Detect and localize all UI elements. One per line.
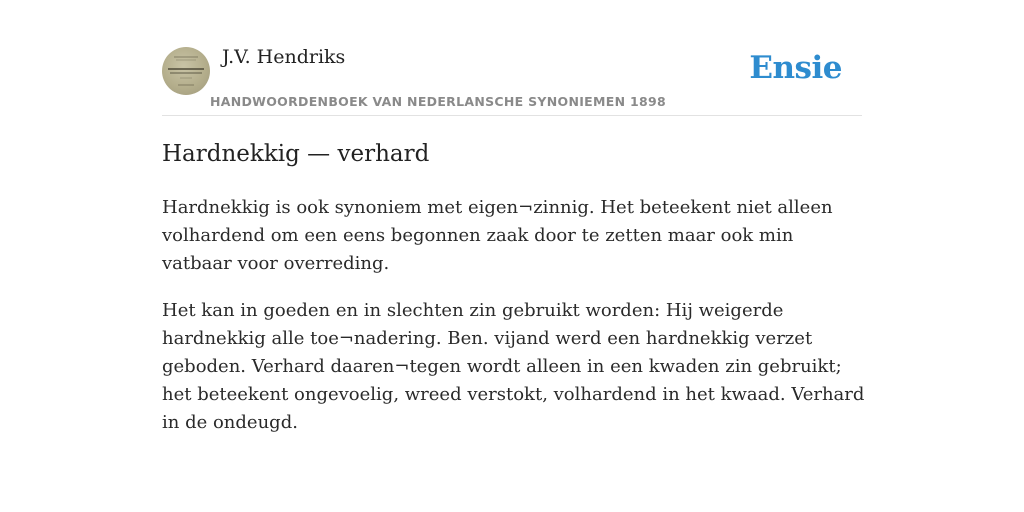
header <box>162 0 862 116</box>
entry-paragraph-2: Het kan in goeden en in slechten zin gebruikt worden: Hij weigerde hardnekkig alle toe¬nadering. Ben. vijand werd een hardnekkig verzet geboden. Verhard daaren¬tegen wordt alleen in een kwaden zin gebruikt; het beteekent ongevoelig, wreed verstokt, volhardend in het kwaad. Verhard in de ondeugd. <box>162 300 865 433</box>
ensie-logo[interactable]: Ensie <box>749 50 842 86</box>
book-title[interactable]: HANDWOORDENBOEK VAN NEDERLANSCHE SYNONIEMEN 1898 <box>210 94 667 109</box>
author-name[interactable]: J.V. Hendriks <box>222 46 346 68</box>
entry-content <box>162 138 866 456</box>
book-cover-thumbnail-icon[interactable] <box>162 47 210 95</box>
entry-title: Hardnekkig — verhard <box>162 141 430 167</box>
entry-paragraph-1: Hardnekkig is ook synoniem met eigen¬zinnig. Het beteekent niet alleen volhardend om een eens begonnen zaak door te zetten maar ook min vatbaar voor overreding. <box>162 197 833 274</box>
